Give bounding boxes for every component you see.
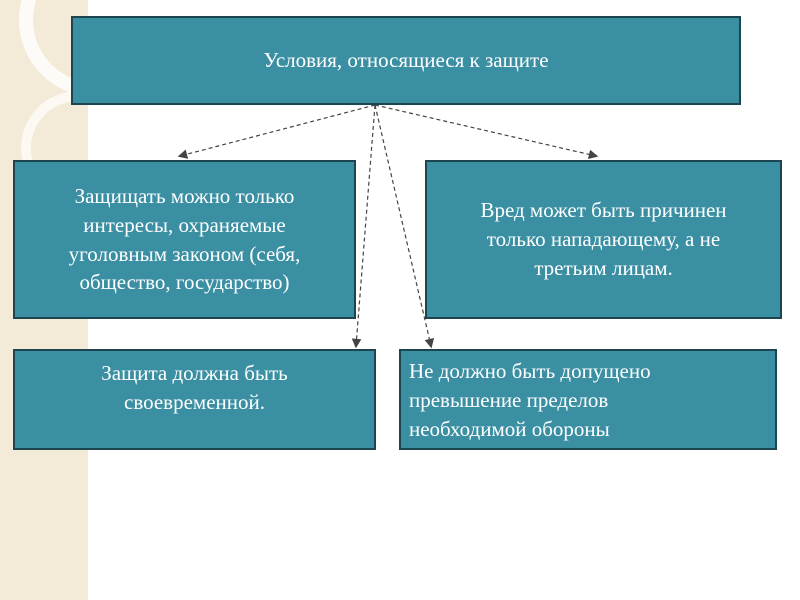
arrow-to-right-box — [375, 105, 596, 156]
condition-box-timely-defense — [13, 349, 376, 450]
arrow-to-left-box — [180, 105, 375, 156]
condition-box-harm-to-attacker — [425, 160, 782, 319]
condition-box-protected-interests — [13, 160, 356, 319]
condition-text: Защита должна быть своевременной. — [101, 361, 288, 414]
title-box-text: Условия, относящиеся к защите — [263, 48, 549, 73]
condition-text: Защищать можно только интересы, охраняемые уголовным законом (себя, общество, государство) — [68, 183, 301, 295]
condition-box-no-excess — [399, 349, 777, 450]
condition-text: Вред может быть причинен только нападающему, а не третьим лицам. — [480, 198, 727, 280]
title-box — [71, 16, 741, 105]
arrow-to-bottom-left-box — [356, 105, 375, 346]
condition-text: Не должно быть допущено превышение пределов необходимой обороны — [409, 359, 651, 441]
arrow-to-bottom-right-box — [375, 105, 431, 346]
